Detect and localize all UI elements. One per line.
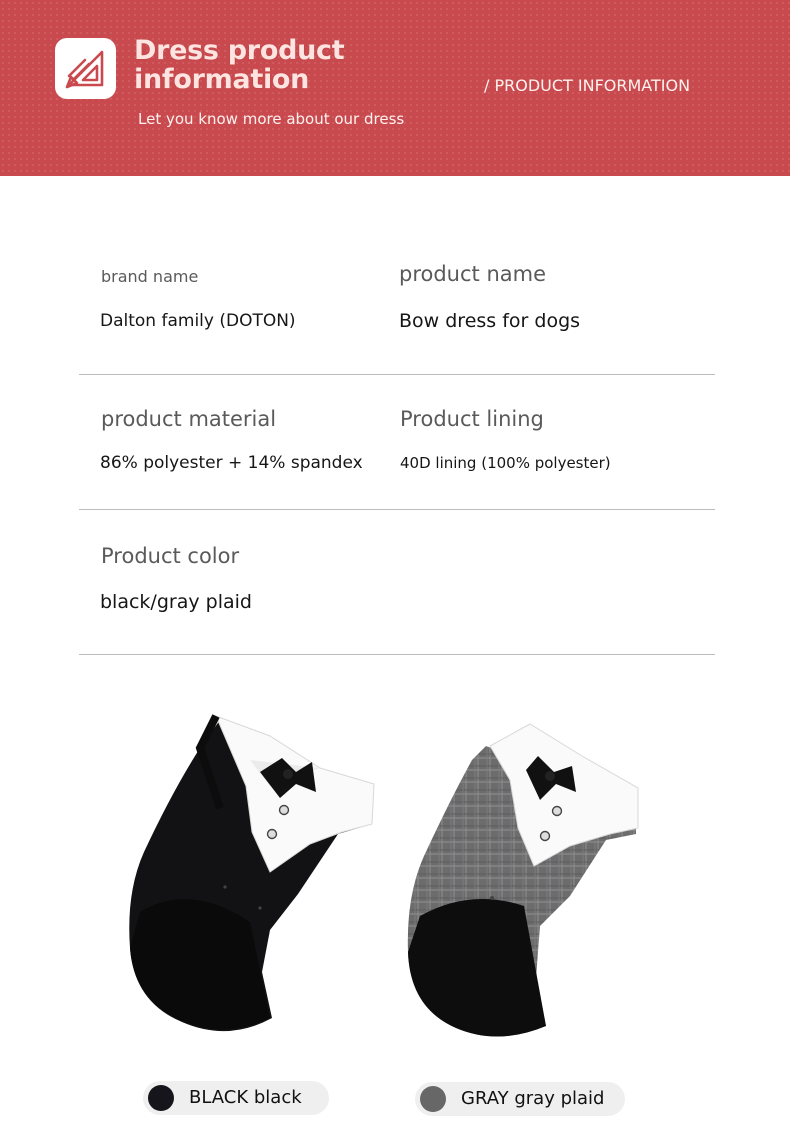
swatch-dot bbox=[148, 1085, 174, 1111]
swatch-black[interactable] bbox=[143, 1081, 329, 1115]
brand-label: brand name bbox=[101, 267, 199, 286]
logo-badge bbox=[55, 38, 116, 99]
color-value: black/gray plaid bbox=[100, 591, 252, 613]
swatch-label: BLACK black bbox=[189, 1087, 302, 1108]
swatch-gray[interactable] bbox=[415, 1082, 625, 1116]
header-banner bbox=[0, 0, 790, 176]
product-name-label: product name bbox=[399, 262, 546, 286]
color-label: Product color bbox=[101, 544, 240, 568]
brand-value: Dalton family (DOTON) bbox=[100, 311, 296, 331]
divider bbox=[79, 654, 715, 655]
lining-value: 40D lining (100% polyester) bbox=[400, 454, 611, 472]
page-title: Dress product information bbox=[134, 35, 345, 95]
material-value: 86% polyester + 14% spandex bbox=[100, 453, 363, 473]
divider bbox=[79, 509, 715, 510]
swatch-label: GRAY gray plaid bbox=[461, 1088, 605, 1109]
section-tag: / PRODUCT INFORMATION bbox=[484, 76, 691, 95]
product-name-value: Bow dress for dogs bbox=[399, 310, 581, 332]
gray-tuxedo-image bbox=[400, 716, 650, 1041]
page-subtitle: Let you know more about our dress bbox=[138, 110, 405, 128]
lining-label: Product lining bbox=[400, 407, 544, 431]
ruler-pencil-icon bbox=[63, 46, 108, 91]
divider bbox=[79, 374, 715, 375]
swatch-dot bbox=[420, 1086, 446, 1112]
material-label: product material bbox=[101, 407, 277, 431]
black-tuxedo-image bbox=[120, 712, 385, 1037]
